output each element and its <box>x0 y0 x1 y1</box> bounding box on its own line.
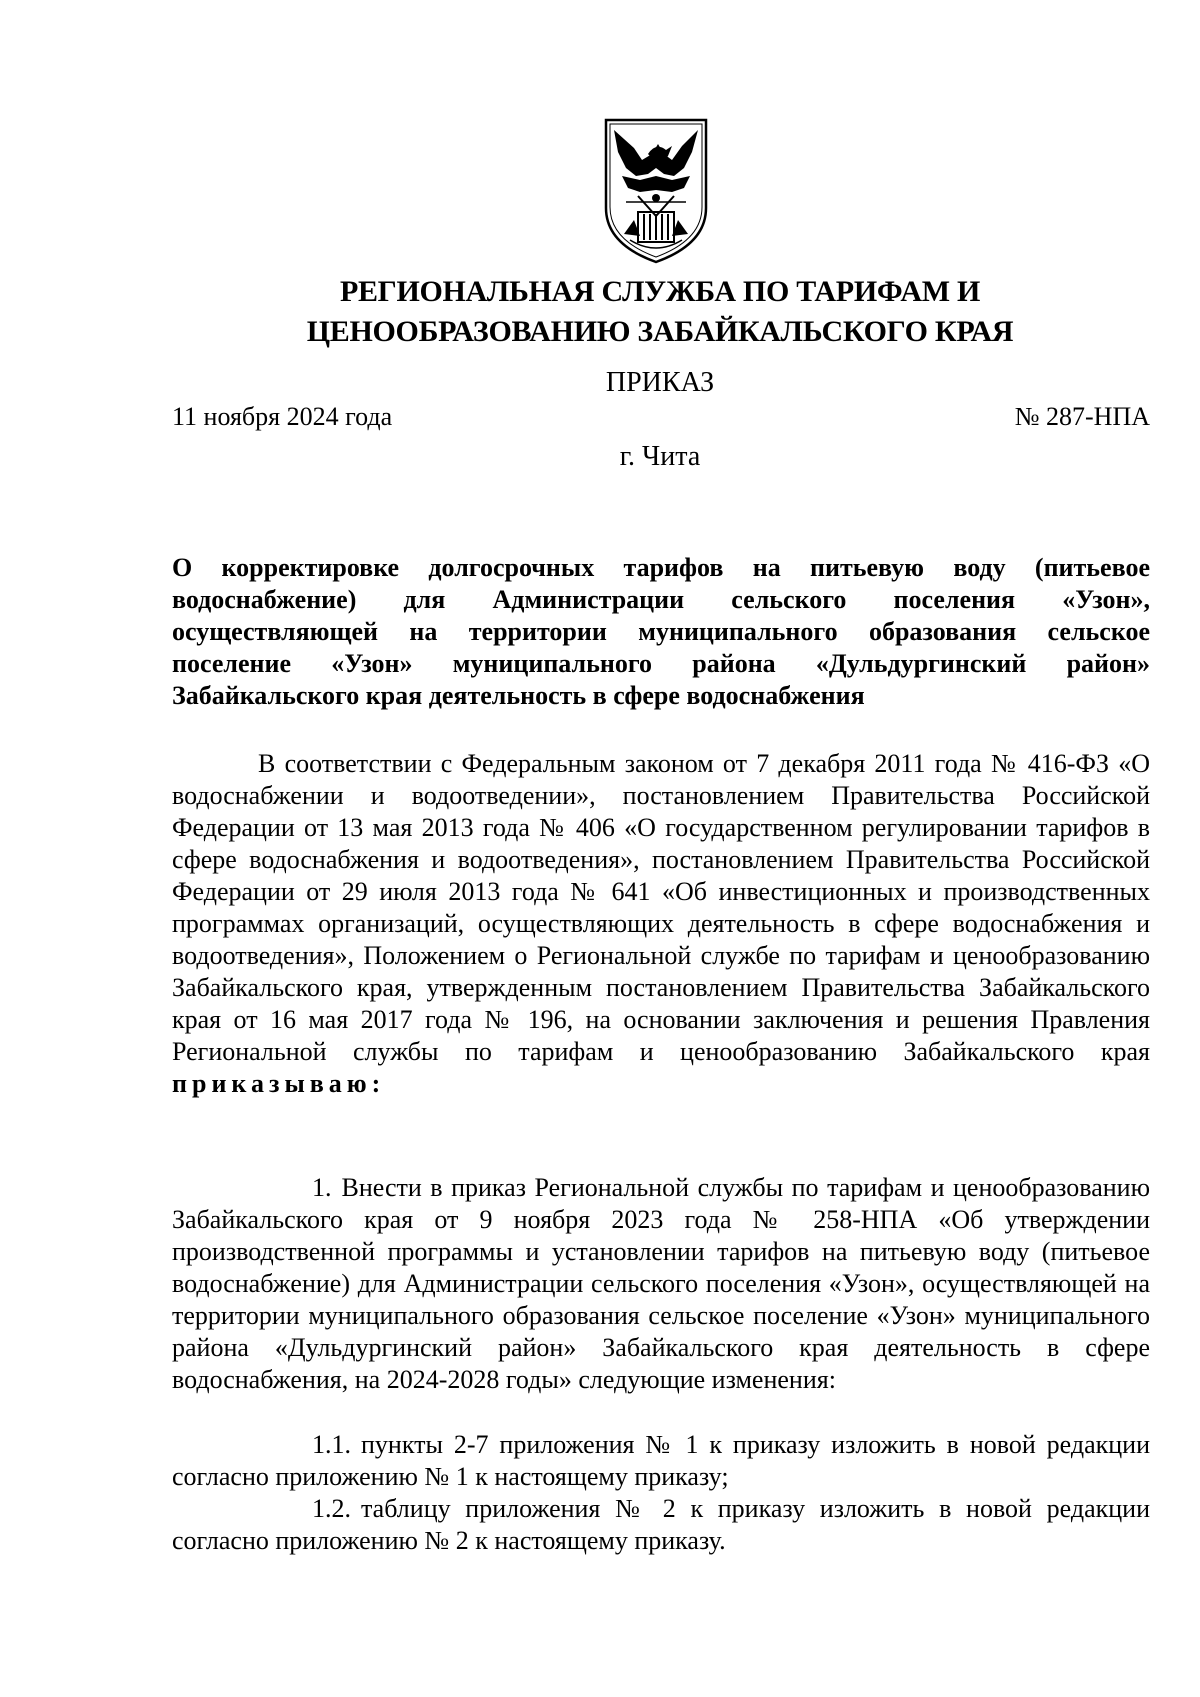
order-date: 11 ноября 2024 года <box>172 402 393 431</box>
item-number: 1. <box>312 1173 332 1202</box>
preamble-paragraph <box>172 748 1150 1100</box>
document-type: ПРИКАЗ <box>605 367 715 398</box>
preamble-text: В соответствии с Федеральным законом от 7 декабря 2011 года № 416-ФЗ «О водоснабжении и водоотведении», постановлением Правительства Российской Федерации от 13 мая 2013 года № 406 «О государственном регулировании тарифов в сфере водоснабжения и водоотведения», постановлением Правительства Российской Федерации от 29 июля 2013 года № 641 «Об инвестиционных и производственных программах организаций, осуществляющих деятельность в сфере водоснабжения и водоотведения», Положением о Региональной службе по тарифам и ценообразованию Забайкальского края, утвержденным постановлением Правительства Забайкальского края от 16 мая 2017 года № 196, на основании заключения и решения Правления Региональной службы по тарифам и ценообразованию Забайкальского края <box>172 749 1150 1066</box>
item-text: таблицу приложения № 2 к приказу изложить в новой редакции согласно приложению № 2 к настоящему приказу. <box>172 1494 1150 1555</box>
order-directive-word: приказываю: <box>172 1069 386 1098</box>
item-text: пункты 2-7 приложения № 1 к приказу изложить в новой редакции согласно приложению № 1 к настоящему приказу; <box>172 1430 1150 1491</box>
organization-title <box>170 272 1150 352</box>
order-number: № 287-НПА <box>1014 402 1150 431</box>
item-text: Внести в приказ Региональной службы по тарифам и ценообразованию Забайкальского края от 9 ноября 2023 года № 258-НПА «Об утверждении производственной программы и установлении тарифов на питьевую воду (питьевое водоснабжение) для Администрации сельского поселения «Узон», осуществляющей на территории муниципального образования сельское поселение «Узон» муниципального района «Дульдургинский район» Забайкальского края деятельность в сфере водоснабжения, на 2024-2028 годы» следующие изменения: <box>172 1173 1150 1394</box>
organization-title-line-2: ЦЕНООБРАЗОВАНИЮ ЗАБАЙКАЛЬСКОГО КРАЯ <box>306 315 1014 348</box>
city: г. Чита <box>619 441 701 472</box>
order-subject: О корректировке долгосрочных тарифов на питьевую воду (питьевое водоснабжение) для Администрации сельского поселения «Узон», осуществляющей на территории муниципального образования сельское поселение «Узон» муниципального района «Дульдургинский район» Забайкальского края деятельность в сфере водоснабжения <box>172 553 1150 710</box>
order-item-1-1 <box>172 1429 1150 1493</box>
item-number: 1.1. <box>312 1430 351 1459</box>
organization-title-line-1: РЕГИОНАЛЬНАЯ СЛУЖБА ПО ТАРИФАМ И <box>339 275 981 308</box>
order-item-1 <box>172 1172 1150 1396</box>
order-item-1-2 <box>172 1493 1150 1557</box>
coat-of-arms-icon <box>600 116 712 266</box>
item-number: 1.2. <box>312 1494 351 1523</box>
